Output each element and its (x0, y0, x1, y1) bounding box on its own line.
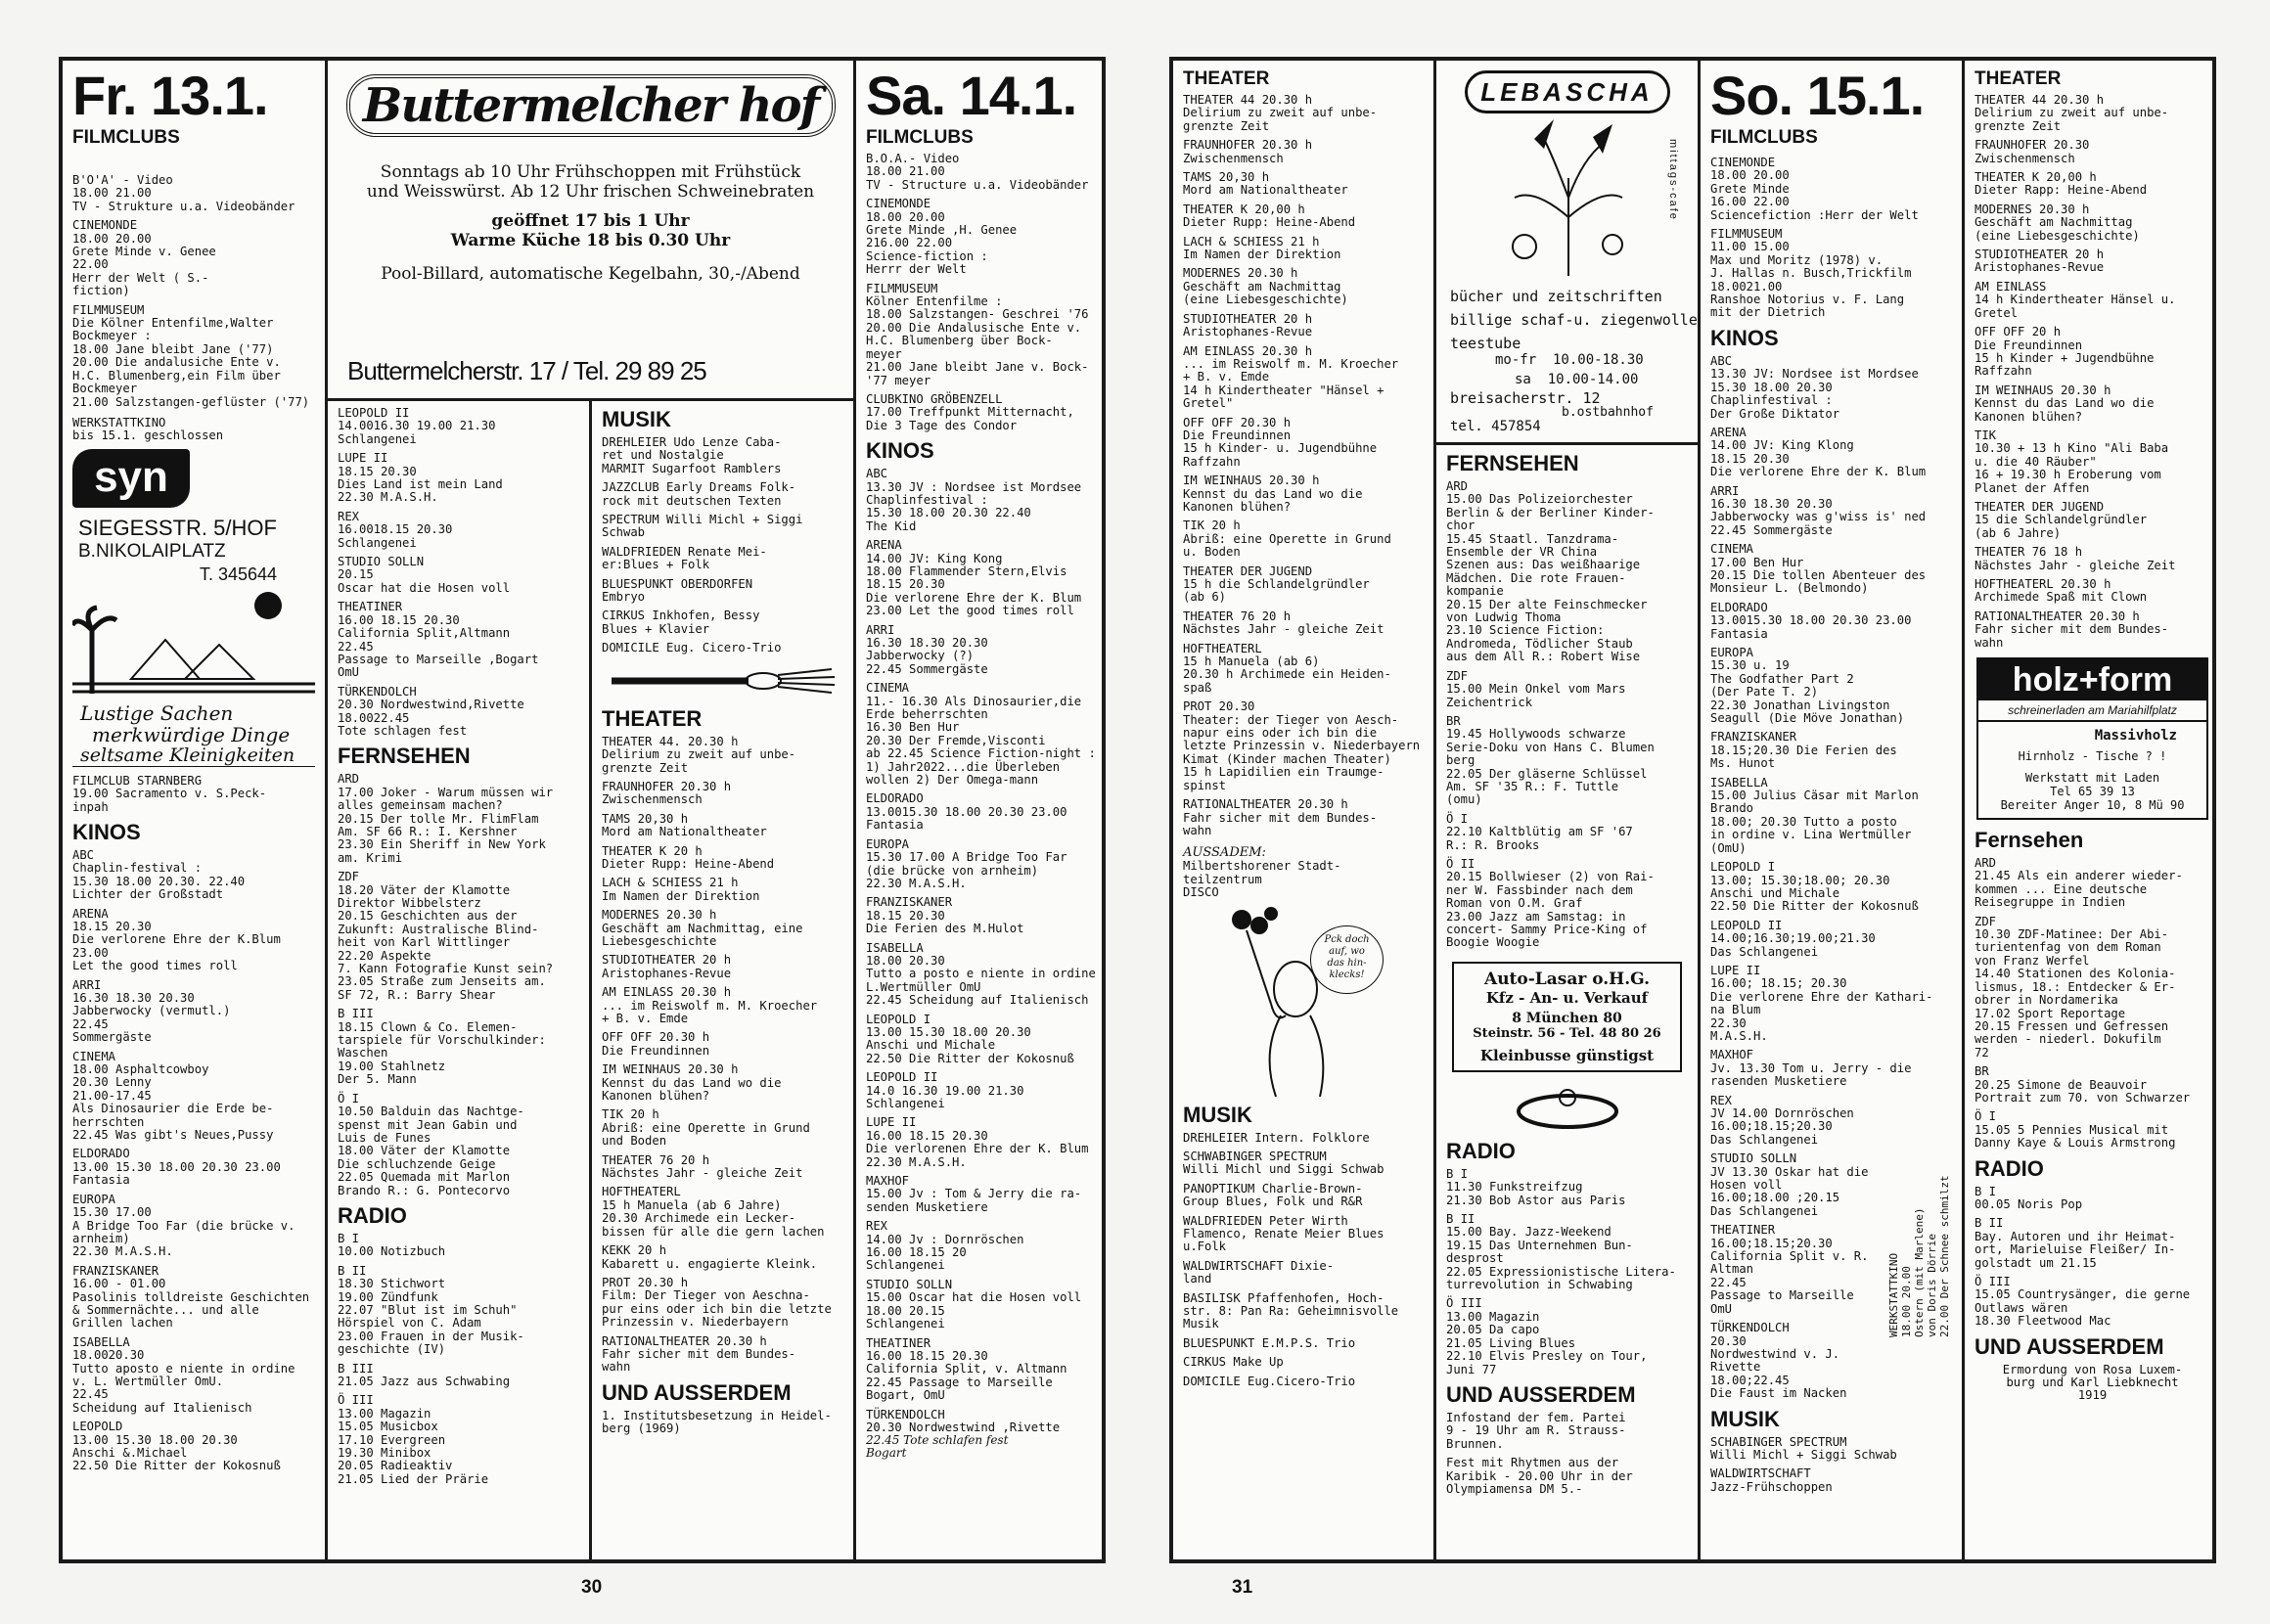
ad-phone: tel. 457854 (1450, 419, 1541, 434)
listing: TAMS 20,30 h Mord am Nationaltheater (1183, 170, 1348, 198)
listing: LUPE II 16.00 18.15 20.30 Die verlorenen Ehre der K. Blum 22.30 M.A.S.H. (866, 1115, 1089, 1169)
listing: ISABELLA 18.0020.30 Tutto aposto e niente in ordine v. L. Wertmüller OmU. 22.45 Scheidung auf Italienisch (72, 1334, 295, 1415)
listing: SPECTRUM Willi Michl + Siggi Schwab (602, 513, 803, 540)
ad-text: Hirnholz - Tische ? ! (2018, 749, 2167, 764)
theater-heading: THEATER (1183, 68, 1270, 89)
syn-address: SIEGESSTR. 5/HOF (78, 515, 277, 540)
listing: B III 18.15 Clown & Co. Elemen- tarspiele für Vorschulkinder: Waschen 19.00 Stahlnetz Der 5. Mann (338, 1007, 546, 1087)
listing: Ö I 10.50 Balduin das Nachtge- spenst mit Jean Gabin und Luis de Funes 18.00 Väter der Klamotte Die schluchzende Geige 22.05 Quemada mit Marlon Brando R.: G. Pontecorvo (338, 1091, 524, 1197)
musik-heading: MUSIK (602, 407, 671, 431)
listing: ARD 15.00 Das Polizeiorchester Berlin & der Berliner Kinder- chor 15.45 Staatl. Tanzdrama- Ensemble der VR China Szenen aus: Das weißhaarige Mädchen. Die rote Frauen- kompanie 20.15 Der alte Feinschmecker von Ludwig Thoma 23.10 Science Fiction: Andromeda, Tödlicher Staub aus dem All R.: Robert Wise (1446, 479, 1655, 664)
listing: DREHLEIER Udo Lenze Caba- ret und Nostalgie MARMIT Sugarfoot Ramblers (602, 435, 782, 475)
page-30 (59, 57, 1106, 1598)
listing: ARRI 16.30 18.30 20.30 Jabberwocky (vermutl.) 22.45 Sommergäste (72, 977, 231, 1045)
listing: FRAUNHOFER 20.30 h Zwischenmensch (1183, 138, 1313, 165)
listing: CINEMA 17.00 Ben Hur 20.15 Die tollen Abenteuer des Monsieur L. (Belmondo) (1710, 542, 1927, 596)
listing: B I 11.30 Funkstreifzug 21.30 Bob Astor aus Paris (1446, 1166, 1626, 1207)
listing: EUROPA 15.30 17.00 A Bridge Too Far (die brücke von arnheim) 22.30 M.A.S.H. (866, 836, 1067, 890)
listing: CLUBKINO GRÖBENZELL 17.00 Treffpunkt Mitternacht, Die 3 Tage des Condor (866, 391, 1074, 432)
friday-column (63, 61, 325, 1559)
listing: BR 19.45 Hollywoods schwarze Serie-Doku von Hans C. Blumen berg 22.05 Der gläserne Schlüssel Am. SF '35 R.: F. Tuttle (omu) (1446, 713, 1655, 807)
cartoon-drawing (1203, 906, 1418, 1097)
fernsehen-heading: FERNSEHEN (1446, 451, 1579, 475)
listing: ARENA 14.00 JV: King Klong 18.15 20.30 Die verlorene Ehre der K. Blum (1710, 425, 1927, 479)
listing: MODERNES 20.30 h Geschäft am Nachmittag, eine Liebesgeschichte (602, 908, 803, 948)
filmclubs-heading: FILMCLUBS (866, 127, 974, 148)
auto-lasar-ad (1452, 962, 1682, 1072)
listing: LEOPOLD II 14.0 16.30 19.00 21.30 Schlangenei (866, 1070, 1024, 1110)
ad-text: Kleinbusse günstigst (1479, 1046, 1655, 1064)
listing: REX 14.00 Jv : Dornröschen 16.00 18.15 20 Schlangenei (866, 1219, 1024, 1273)
listing: Fest mit Rhytmen aus der Karibik - 20.00 Uhr in der Olympiamensa DM 5.- (1446, 1456, 1633, 1496)
listing: BR 20.25 Simone de Beauvoir Portrait zum 70. von Schwarzer (1975, 1064, 2191, 1105)
listing: REX JV 14.00 Dornröschen 16.00;18.15;20.30 Das Schlangenei (1710, 1093, 1854, 1147)
listing: WALDWIRTSCHAFT Jazz-Frühschoppen (1710, 1466, 1833, 1494)
listing: TAMS 20,30 h Mord am Nationaltheater (602, 811, 767, 839)
fernsehen-heading: Fernsehen (1975, 828, 2084, 853)
listing: Milbertshorener Stadt- teilzentrum DISCO (1183, 859, 1341, 900)
fernsehen-heading: FERNSEHEN (338, 744, 471, 769)
listing: KEKK 20 h Kabarett u. engagierte Kleink. (602, 1243, 818, 1271)
listing: THEATER DER JUGEND 15 h die Schlandelgründler (ab 6) (1183, 564, 1370, 605)
listing: CINEMA 11.- 16.30 Als Dinosaurier,die Erde beherrschten 16.30 Ben Hur 20.30 Der Fremde,Visconti ab 22.45 Science Fiction-night : 1) Jahr2022...die Überleben wollen 2) Der Omega-mann (866, 681, 1096, 788)
listing: LACH & SCHIESS 21 h Im Namen der Direktion (1183, 234, 1341, 262)
listing: CINEMONDE 18.00 20.00 Grete Minde v. Genee 22.00 Herr der Welt ( S.-fiction) (72, 218, 216, 298)
speech-bubble: Pck doch auf, wo das hin- klecks! (1310, 925, 1384, 994)
ring-drawing (1509, 1084, 1626, 1133)
syn-tagline: merkwürdige Dinge (92, 722, 291, 746)
listing: OFF OFF 20 h Die Freundinnen 15 h Kinder + Jugendbühne Raffzahn (1975, 325, 2155, 379)
listing: LUPE II 16.00; 18.15; 20.30 Die verlorene Ehre der Kathari- na Blum 22.30 M.A.S.H. (1710, 963, 1933, 1043)
ad-text: Warme Küche 18 bis 0.30 Uhr (450, 231, 731, 250)
ad-address: breisacherstr. 12 (1450, 389, 1601, 407)
radio-heading: RADIO (1975, 1155, 2044, 1181)
listing: Ö I 22.10 Kaltblütig am SF '67 R.: R. Brooks (1446, 811, 1633, 852)
ad-text: 8 München 80 (1512, 1010, 1622, 1026)
listing: BLUESPUNKT OBERDORFEN Embryo (602, 576, 753, 605)
listing: AM EINLASS 20.30 h ... im Reiswolf m. M. Kroecher + B. v. Emde (602, 985, 818, 1025)
ad-hours: mo-fr 10.00-18.30 (1495, 352, 1644, 368)
ad-text: Massivholz (2094, 728, 2177, 744)
saturday-date: Sa. 14.1. (866, 65, 1077, 126)
listing: THEATER K 20,00 h Dieter Rapp: Heine-Abend (1975, 170, 2148, 198)
listing: ABC Chaplin-festival : 15.30 18.00 20.30. 22.40 Lichter der Großstadt (72, 847, 246, 902)
listing: MAXHOF Jv. 13.30 Tom u. Jerry - die rasenden Musketiere (1710, 1048, 1912, 1089)
listing: PROT 20.30 Theater: der Tieger von Aesch- napur eins oder ich bin die letzte Prinzessin v. Niederbayern Kimat (Kinder machen Theater) 15 h Lapidilien ein Traumge- spinst (1183, 699, 1421, 792)
listing: THEATER K 20 h Dieter Rupp: Heine-Abend (602, 843, 775, 871)
saturday-tv-column (1436, 445, 1698, 1559)
listing: ISABELLA 15.00 Julius Cäsar mit Marlon Brando 18.00; 20.30 Tutto a posto in ordine v. Lina Wertmüller (OmU) (1710, 775, 1919, 855)
listing: 1. Institutsbesetzung in Heidel- berg (1969) (602, 1408, 832, 1436)
listing: FRANZISKANER 18.15 20.30 Die Ferien des M.Hulot (866, 895, 1024, 936)
page-number: 31 (1232, 1577, 1253, 1598)
listing: STUDIOTHEATER 20 h Aristophanes-Revue (602, 953, 732, 980)
listing: ARD 17.00 Joker - Warum müssen wir alles gemeinsam machen? 20.15 Der tolle Mr. FlimFlam Am. SF 66 R.: I. Kershner 23.30 Ein Sheriff in New York am. Krimi (338, 772, 554, 865)
musik-heading: MUSIK (1710, 1406, 1780, 1431)
listing: ABC 13.30 JV : Nordsee ist Mordsee Chaplinfestival : 15.30 18.00 20.30 22.40 The Kid (866, 467, 1082, 533)
listing: FILMMUSEUM 11.00 15.00 Max und Moritz (1978) v. J. Hallas n. Busch,Trickfilm 18.0021.00 Ranshoe Notorius v. F. Lang mit der Dietrich (1710, 227, 1912, 320)
ad-text: Steinstr. 56 - Tel. 48 80 26 (1473, 1025, 1661, 1041)
kinos-heading: KINOS (1710, 325, 1779, 350)
listing: TIK 20 h Abriß: eine Operette in Grund und Boden (602, 1107, 810, 1149)
syn-address: B.NIKOLAIPLATZ (78, 540, 226, 562)
listing: THEATER 44 20.30 h Delirium zu zweit auf unbe- grenzte Zeit (1975, 93, 2169, 133)
listing: LEOPOLD II 14.0016.30 19.00 21.30 Schlangenei (338, 406, 496, 446)
listing: THEATINER 16.00 18.15 20.30 California Split, v. Altmann 22.45 Passage to Marseille Bogart, OmU (866, 1335, 1067, 1403)
listing: Ö I 15.05 5 Pennies Musical mit Danny Kaye & Louis Armstrong (1975, 1109, 2176, 1150)
listing: WALDFRIEDEN Peter Wirth Flamenco, Renate Meier Blues u.Folk (1183, 1213, 1385, 1254)
listing: ARRI 16.30 18.30 20.30 Jabberwocky (?) 22.45 Sommergäste (866, 622, 988, 676)
listing: EUROPA 15.30 u. 19 The Godfather Part 2 (Der Pate T. 2) 22.30 Jonathan Livingston Seagull (Die Möve Jonathan) (1710, 646, 1905, 726)
listing: THEATER DER JUGEND 15 die Schlandelgründler (ab 6 Jahre) (1975, 499, 2148, 540)
listing: Ö II 20.15 Bollwieser (2) von Rai- ner W. Fassbinder nach dem Roman von O.M. Graf 23.00 Jazz am Samstag: in concert- Sammy Price-King of Boogie Woogie (1446, 856, 1655, 950)
ad-text: schreinerladen am Mariahilfplatz (1978, 700, 2206, 722)
theater-heading: THEATER (602, 705, 703, 731)
listing: ZDF 18.20 Väter der Klamotte Direktor Wibbelsterz 20.15 Geschichten aus der Zukunft: Australische Blind- heit von Karl Wittlinger 22.20 Aspekte 7. Kann Fotografie Kunst sein? 23.05 Straße zum Jenseits am. SF 72, R.: Barry Shear (338, 870, 554, 1002)
listing: B I 00.05 Noris Pop (1975, 1184, 2083, 1211)
radio-heading: RADIO (1446, 1138, 1516, 1163)
listing: WERKSTATTKINO bis 15.1. geschlossen (72, 415, 224, 443)
listing: B III 21.05 Jazz aus Schwabing (338, 1361, 511, 1388)
listing: HOFTHEATERL 20.30 h Archimede Spaß mit Clown (1975, 577, 2148, 605)
listing: Ö III 13.00 Magazin 15.05 Musicbox 17.10 Evergreen 19.30 Minibox 20.05 Radieaktiv 21.05 Lied der Prärie (338, 1393, 489, 1486)
und-ausserdem-heading: UND AUSSERDEM (1975, 1333, 2164, 1359)
listing: ARENA 18.15 20.30 Die verlorene Ehre der K.Blum 23.00 Let the good times roll (72, 906, 281, 973)
listing: TÜRKENDOLCH 20.30 Nordwestwind ,Rivette (866, 1407, 1061, 1434)
listing: THEATER 76 18 h Nächstes Jahr - gleiche Zeit (1975, 545, 2176, 572)
listing: STUDIO SOLLN 15.00 Oscar hat die Hosen voll 18.00 20.15 Schlangenei (866, 1277, 1082, 1331)
listing: MODERNES 20.30 h Geschäft am Nachmittag (eine Liebesgeschichte) (1975, 202, 2140, 243)
listing: CIRKUS Inkhofen, Bessy Blues + Klavier (602, 609, 760, 636)
friday-column-3 (592, 401, 853, 1559)
listing: AM EINLASS 20.30 h ... im Reiswolf m. M. Kroecher + B. v. Emde 14 h Kindertheater "Hänsel + Gretel" (1183, 343, 1399, 411)
listing: B II 18.30 Stichwort 19.00 Zündfunk 22.07 "Blut ist im Schuh" Hörspiel von C. Adam 23.00 Frauen in der Musik- geschichte (IV) (338, 1263, 524, 1357)
listing: ELDORADO 13.00 15.30 18.00 20.30 23.00 Fantasia (72, 1147, 281, 1188)
listing: B.O.A.- Video 18.00 21.00 TV - Structure u.a. Videobänder (866, 152, 1089, 192)
page-number: 30 (581, 1577, 603, 1598)
listing: HOFTHEATERL 15 h Manuela (ab 6) 20.30 h Archimede ein Heiden- spaß (1183, 641, 1391, 695)
listing: EUROPA 15.30 17.00 A Bridge Too Far (die brücke v. arnheim) 22.30 M.A.S.H. (72, 1192, 295, 1259)
listing: JAZZCLUB Early Dreams Folk- rock mit deutschen Texten (602, 480, 796, 508)
listing: THEATER K 20,00 h Dieter Rupp: Heine-Abend (1183, 202, 1356, 230)
cartoon (1183, 906, 1424, 1097)
listing: THEATER 44. 20.30 h Delirium zu zweit auf unbe- grenzte Zeit (602, 734, 796, 775)
listing: THEATINER 16.00 18.15 20.30 California Split,Altmann 22.45 Passage to Marseille ,Bogart OmU (338, 600, 539, 680)
sunday-date: So. 15.1. (1710, 65, 1925, 126)
listing: ISABELLA 18.00 20.30 Tutto a posto e niente in ordine L.Wertmüller OmU 22.45 Scheidung auf Italienisch (866, 940, 1096, 1008)
listing: Ö III 15.05 Countrysänger, die gerne Outlaws wären 18.30 Fleetwood Mac (1975, 1275, 2191, 1329)
syn-phone: T. 345644 (200, 564, 278, 584)
filmclubs-heading: FILMCLUBS (1710, 127, 1818, 148)
listing: DOMICILE Eug.Cicero-Trio (1183, 1374, 1356, 1388)
listing: CIRKUS Make Up (1183, 1355, 1284, 1370)
sunday-theater-column (1173, 61, 1433, 1559)
lebascha-ad (1436, 61, 1698, 442)
ad-hours: sa 10.00-14.00 (1515, 372, 1639, 387)
theater-heading: THEATER (1975, 68, 2062, 89)
listing: IM WEINHAUS 20.30 h Kennst du das Land wo die Kanonen blühen? (1183, 474, 1363, 514)
ad-text: Sonntags ab 10 Uhr Frühschoppen mit Frühstück (380, 162, 801, 182)
radio-heading: RADIO (338, 1202, 407, 1228)
listing: LEOPOLD I 13.00 15.30 18.00 20.30 Anschi und Michale 22.50 Die Ritter der Kokosnuß (866, 1012, 1074, 1065)
listing: FILMMUSEUM Kölner Entenfilme : 18.00 Salzstangen- Geschrei '76 20.00 Die Andalusische Ente v. H.C. Blumenberg über Bock- meyer 21.00 Jane bleibt Jane v. Bock- '77 meyer (866, 281, 1089, 387)
listing: THEATER 76 20 h Nächstes Jahr - gleiche Zeit (602, 1152, 803, 1181)
ad-address: b.ostbahnhof (1562, 405, 1654, 420)
holz-form-ad (1976, 657, 2208, 820)
syn-tagline: Lustige Sachen (80, 700, 234, 725)
kinos-heading: KINOS (866, 438, 934, 464)
listing: TÜRKENDOLCH 20.30 Nordwestwind,Rivette 18.0022.45 Tote schlagen fest (338, 684, 524, 738)
listing: THEATINER 16.00;18.15;20.30 California Split v. R. Altman 22.45 Passage to Marseille OmU (1710, 1223, 1869, 1316)
listing: ZDF 15.00 Mein Onkel vom Mars Zeichentrick (1446, 668, 1626, 709)
listing: WALDWIRTSCHAFT Dixie- land (1183, 1258, 1335, 1286)
listing: BLUESPUNKT E.M.P.S. Trio (1183, 1335, 1356, 1350)
musik-heading: MUSIK (1183, 1102, 1252, 1127)
syn-tagline: seltsame Kleinigkeiten (80, 744, 295, 766)
ad-text: Werkstatt mit Laden (2024, 771, 2160, 786)
listing: RATIONALTHEATER 20.30 h Fahr sicher mit dem Bundes- wahn (1975, 609, 2169, 650)
beach-drawing (72, 586, 315, 699)
listing: LEOPOLD II 14.00;16.30;19.00;21.30 Das Schlangenei (1710, 918, 1876, 959)
und-ausserdem-heading: UND AUSSERDEM (602, 1379, 792, 1405)
syn-ad (72, 449, 315, 767)
listing: ZDF 10.30 ZDF-Matinee: Der Abi- turientenfag von dem Roman von Franz Werfel 14.40 Stationen des Kolonia- lismus, 18.: Entdecker & Er- obrer in Nordamerika 17.02 Sport Reportage 20.15 Fressen und Gefressen werden - niederl. Dokufilm 72 (1975, 914, 2176, 1060)
ad-text: und Weisswürst. Ab 12 Uhr frischen Schweinebraten (366, 182, 815, 202)
listing: ARENA 14.00 JV: King Kong 18.00 Flammender Stern,Elvis 18.15 20.30 Die verlorene Ehre der K. Blum 23.00 Let the good times roll (866, 538, 1082, 618)
page-31 (1169, 57, 2216, 1598)
listing: THEATER 76 20 h Nächstes Jahr - gleiche Zeit (1183, 609, 1385, 637)
ad-text: Auto-Lasar o.H.G. (1484, 969, 1650, 989)
listing: OFF OFF 20.30 h Die Freundinnen 15 h Kinder- u. Jugendbühne Raffzahn (1183, 415, 1378, 469)
listing: SCHABINGER SPECTRUM Willi Michl + Siggi Schwab (1710, 1434, 1897, 1462)
friday-column-2 (328, 401, 589, 1559)
listing: CINEMONDE 18.00 20.00 Grete Minde ,H. Genee 216.00 22.00 Science-fiction : Herrr der Welt (866, 197, 1018, 277)
listing: TÜRKENDOLCH 20.30 Nordwestwind v. J. Rivette 18.00;22.45 Die Faust im Nacken (1710, 1321, 1847, 1401)
listing: REX 16.0018.15 20.30 Schlangenei (338, 509, 453, 550)
listing: FRAUNHOFER 20.30 h Zwischenmensch (602, 779, 732, 807)
listing: HOFTHEATERL 15 h Manuela (ab 6 Jahre) 20.30 Archimede ein Lecker- bissen für alle die gern lachen (602, 1185, 825, 1239)
listing: ABC 13.30 JV: Nordsee ist Mordsee 15.30 18.00 20.30 Chaplinfestival : Der Große Diktator (1710, 353, 1919, 421)
ad-text: Bereiter Anger 10, 8 Mü 90 (2000, 798, 2185, 813)
holz-form-logo: holz+form (1978, 659, 2206, 700)
ad-text: teestube (1450, 335, 1521, 352)
listing: FRANZISKANER 16.00 - 01.00 Pasolinis tolldreiste Geschichten & Sommernächte... und alle Grillen lachen (72, 1263, 310, 1331)
lebascha-logo: LEBASCHA (1465, 70, 1670, 113)
lebascha-side: mittags-cafe (1667, 139, 1679, 221)
listing: MAXHOF 15.00 Jv : Tom & Jerry die ra- senden Musketiere (866, 1174, 1082, 1214)
listing: STUDIO SOLLN JV 13.30 Oskar hat die Hosen voll 16.00;18.00 ;20.15 Das Schlangenei (1710, 1151, 1869, 1218)
listing: OFF OFF 20.30 h Die Freundinnen (602, 1030, 710, 1058)
listing: ELDORADO 13.0015.30 18.00 20.30 23.00 Fantasia (1710, 600, 1912, 641)
sunday-right-column (1965, 61, 2220, 1559)
listing: RATIONALTHEATER 20.30 h Fahr sicher mit dem Bundes- wahn (602, 1333, 796, 1375)
listing: CINEMONDE 18.00 20.00 Grete Minde 16.00 22.00 Sciencefiction :Herr der Welt (1710, 156, 1919, 222)
saturday-column (856, 61, 1110, 1559)
listing: TIK 10.30 + 13 h Kino "Ali Baba u. die 40 Räuber" 16 + 19.30 h Eroberung vom Planet der Affen (1975, 428, 2169, 495)
ad-text: geöffnet 17 bis 1 Uhr (491, 211, 690, 231)
listing: Infostand der fem. Partei 9 - 19 Uhr am R. Strauss- Brunnen. (1446, 1410, 1626, 1451)
syn-logo: syn (72, 449, 190, 508)
listing: TIK 20 h Abriß: eine Operette in Grund u. Boden (1183, 519, 1391, 560)
listing: THEATER 44 20.30 h Delirium zu zweit auf unbe- grenzte Zeit (1183, 93, 1378, 133)
listing: RATIONALTHEATER 20.30 h Fahr sicher mit dem Bundes- wahn (1183, 797, 1378, 837)
listing: B I 10.00 Notizbuch (338, 1231, 446, 1259)
listing: ARD 21.45 Als ein anderer wieder- kommen ... Eine deutsche Reisegruppe in Indien (1975, 856, 2183, 910)
listing: PROT 20.30 h Film: Der Tieger von Aeschna- pur eins oder ich bin die letzte Prinzessin v. Niederbayern (602, 1275, 832, 1330)
listing: CINEMA 18.00 Asphaltcowboy 20.30 Lenny 21.00-17.45 Als Dinosaurier die Erde be- herrschten 22.45 Was gibt's Neues,Pussy (72, 1049, 274, 1143)
listing: SCHWABINGER SPECTRUM Willi Michl und Siggi Schwab (1183, 1149, 1385, 1177)
buttermelcher-logo: Buttermelcher hof (346, 74, 836, 137)
friday-date: Fr. 13.1. (72, 65, 268, 126)
listing: DREHLEIER Intern. Folklore (1183, 1130, 1370, 1145)
listing: Ermordung von Rosa Luxem- burg und Karl Liebknecht 1919 (2002, 1362, 2183, 1403)
listing: MODERNES 20.30 h Geschäft am Nachmittag (eine Liebesgeschichte) (1183, 266, 1348, 307)
ad-text: Tel 65 39 13 (2050, 785, 2135, 799)
listing: IM WEINHAUS 20.30 h Kennst du das Land wo die Kanonen blühen? (602, 1062, 782, 1104)
listing: BASILISK Pfaffenhofen, Hoch- str. 8: Pan Ra: Geheimnisvolle Musik (1183, 1290, 1399, 1331)
listing: B II Bay. Autoren und ihr Heimat- ort, Marieluise Fleißer/ In- golstadt um 21.15 (1975, 1216, 2176, 1270)
flower-drawing (1476, 119, 1661, 281)
listing: ARRI 16.30 18.30 20.30 Jabberwocky was g'wiss is' ned 22.45 Sommergäste (1710, 483, 1927, 537)
listing: DOMICILE Eug. Cicero-Trio (602, 641, 782, 655)
listing: Ö III 13.00 Magazin 20.05 Da capo 21.05 Living Blues 22.10 Elvis Presley on Tour, Juni 77 (1446, 1296, 1648, 1376)
listing: STUDIO SOLLN 20.15 Oscar hat die Hosen voll (338, 555, 511, 595)
listing: B'O'A' - Video 18.00 21.00 TV - Strukture u.a. Videobänder (72, 173, 295, 213)
ad-text: billige schaf-u. ziegenwolle (1450, 311, 1698, 329)
handwritten-note: 22.45 Tote schlafen fest Bogart (866, 1433, 1009, 1461)
kinos-heading: KINOS (72, 819, 141, 844)
filmclubs-heading: FILMCLUBS (72, 127, 180, 148)
listing: IM WEINHAUS 20.30 h Kennst du das Land wo die Kanonen blühen? (1975, 383, 2155, 424)
werkstattkino-vertical: WERKSTATTKINO 18.00 20.00 Ostern (mit Marlene) von Doris Dörrie 22.00 Der Schnee schmilzt (1887, 1175, 1951, 1337)
fork-drawing (602, 661, 837, 700)
listing: LACH & SCHIESS 21 h Im Namen der Direktion (602, 876, 760, 903)
listing: LEOPOLD I 13.00; 15.30;18.00; 20.30 Anschi und Michale 22.50 Die Ritter der Kokosnuß (1710, 860, 1919, 914)
listing: FRANZISKANER 18.15;20.30 Die Ferien des Ms. Hunot (1710, 730, 1897, 771)
aussadem-label: AUSSADEM: (1183, 845, 1266, 861)
listing: AM EINLASS 14 h Kindertheater Hänsel u. Gretel (1975, 279, 2176, 320)
listing: STUDIOTHEATER 20 h Aristophanes-Revue (1183, 311, 1313, 339)
ad-text: bücher und zeitschriften (1450, 288, 1662, 305)
listing: ELDORADO 13.0015.30 18.00 20.30 23.00 Fantasia (866, 791, 1067, 833)
listing: B II 15.00 Bay. Jazz-Weekend 19.15 Das Unternehmen Bun- desprost 22.05 Expressionistische Litera- turrevolution in Schwabing (1446, 1212, 1676, 1292)
listing: LEOPOLD 13.00 15.30 18.00 20.30 Anschi &.Michael 22.50 Die Ritter der Kokosnuß (72, 1420, 281, 1473)
listing: FRAUNHOFER 20.30 Zwischenmensch (1975, 138, 2090, 165)
listing: WALDFRIEDEN Renate Mei- er:Blues + Folk (602, 544, 767, 572)
listing: PANOPTIKUM Charlie-Brown- Group Blues, Folk und R&R (1183, 1181, 1363, 1209)
buttermelcher-ad (328, 61, 853, 398)
ad-text: Kfz - An- u. Verkauf (1485, 988, 1649, 1007)
listing: STUDIOTHEATER 20 h Aristophanes-Revue (1975, 248, 2105, 275)
ad-text: Pool-Billard, automatische Kegelbahn, 30,-/Abend (381, 264, 800, 284)
ad-address: Buttermelcherstr. 17 / Tel. 29 89 25 (347, 356, 706, 385)
und-ausserdem-heading: UND AUSSERDEM (1446, 1381, 1636, 1407)
listing: LUPE II 18.15 20.30 Dies Land ist mein Land 22.30 M.A.S.H. (338, 451, 503, 505)
listing: FILMMUSEUM Die Kölner Entenfilme,Walter Bockmeyer : 18.00 Jane bleibt Jane ('77) 20.00 Die andalusiche Ente v. H.C. Blumenberg,ein Film über Bockmeyer 21.00 Salzstangen-geflüster ('77) (72, 302, 310, 409)
listing: FILMCLUB STARNBERG 19.00 Sacramento v. S.Peck- inpah (72, 773, 267, 814)
